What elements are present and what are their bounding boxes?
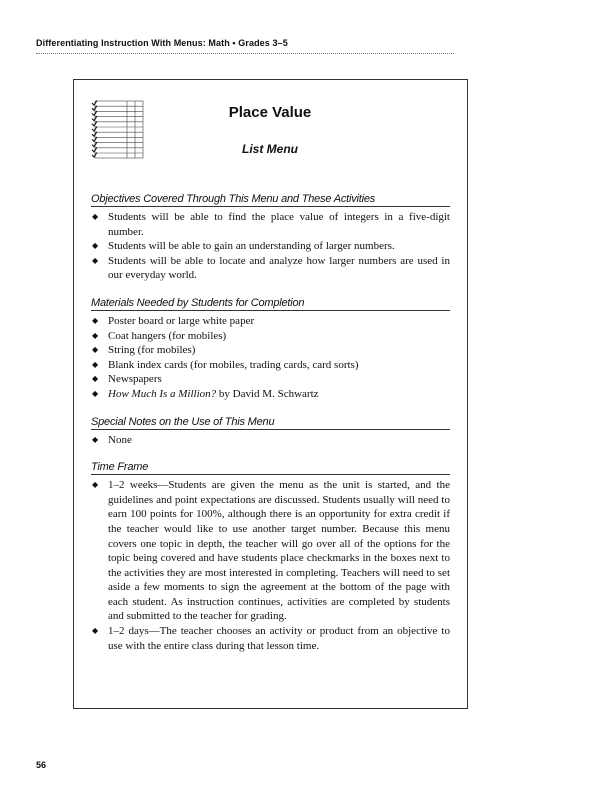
list-item: ◆ Coat hangers (for mobiles) bbox=[92, 329, 227, 342]
list-item: ◆ Students will be able to gain an understanding of larger numbers. bbox=[92, 240, 395, 253]
list-item: ◆ 1–2 weeks—Students are given the menu as the unit is started, and the guidelines and point expectations are discussed. Students usually will need to earn 100 points for 100%, although there is an opportunity for extra credit if the teacher would like to use another target number. Because this menu covers one topic in depth, the teacher will go over all of the options for the topic being covered and have students place checkmarks in the boxes next to the activities they are most interested in completing. Teachers will need to set aside a few moments to sign the agreement at the bottom of the page with each student. As instruction continues, activities are completed by students and submitted to the teacher for grading. bbox=[92, 479, 450, 623]
list-item: ◆ Students will be able to locate and analyze how larger numbers are used in our everyday world. bbox=[92, 254, 450, 282]
running-head: Differentiating Instruction With Menus: Math • Grades 3–5 bbox=[36, 38, 288, 48]
bullet-icon: ◆ bbox=[92, 359, 99, 369]
materials-list bbox=[91, 314, 450, 402]
book-title: How Much Is a Million? bbox=[108, 387, 217, 400]
objectives-list bbox=[91, 210, 450, 283]
list-item: ◆ Students will be able to find the place value of integers in a five-digit number. bbox=[92, 211, 450, 238]
book-author: by David M. Schwartz bbox=[216, 387, 319, 400]
notes-section bbox=[91, 416, 450, 448]
page-subtitle: List Menu bbox=[242, 142, 298, 156]
objectives-section bbox=[91, 193, 450, 283]
list-item: ◆ Blank index cards (for mobiles, trading cards, card sorts) bbox=[92, 358, 359, 371]
bullet-icon: ◆ bbox=[92, 241, 99, 251]
list-item: ◆ String (for mobiles) bbox=[92, 344, 196, 357]
page-number: 56 bbox=[36, 760, 47, 770]
bullet-icon: ◆ bbox=[92, 434, 99, 444]
bullet-icon: ◆ bbox=[92, 330, 99, 340]
list-item: ◆ Poster board or large white paper bbox=[92, 314, 255, 327]
bullet-icon: ◆ bbox=[92, 626, 99, 636]
list-item: ◆ None bbox=[92, 433, 132, 446]
timeframe-heading: Time Frame bbox=[91, 461, 450, 475]
list-item bbox=[91, 387, 450, 402]
bullet-icon: ◆ bbox=[92, 255, 99, 265]
objectives-heading: Objectives Covered Through This Menu and These Activities bbox=[91, 193, 450, 207]
checklist-icon bbox=[91, 100, 147, 160]
list-item: ◆ Newspapers bbox=[92, 373, 162, 386]
materials-heading: Materials Needed by Students for Completion bbox=[91, 297, 450, 311]
menu-content bbox=[91, 193, 450, 667]
materials-section bbox=[91, 297, 450, 402]
bullet-icon: ◆ bbox=[92, 345, 99, 355]
notes-list bbox=[91, 433, 450, 448]
list-item: ◆ 1–2 days—The teacher chooses an activity or product from an objective to use with the entire class during that lesson time. bbox=[92, 625, 450, 652]
notes-heading: Special Notes on the Use of This Menu bbox=[91, 416, 450, 430]
timeframe-section bbox=[91, 461, 450, 653]
bullet-icon: ◆ bbox=[92, 480, 99, 490]
bullet-icon: ◆ bbox=[92, 374, 99, 384]
bullet-icon: ◆ bbox=[92, 388, 99, 398]
bullet-icon: ◆ bbox=[92, 315, 99, 325]
timeframe-list bbox=[91, 478, 450, 653]
bullet-icon: ◆ bbox=[92, 212, 99, 221]
header-divider bbox=[36, 53, 454, 54]
page-title: Place Value bbox=[228, 104, 312, 121]
